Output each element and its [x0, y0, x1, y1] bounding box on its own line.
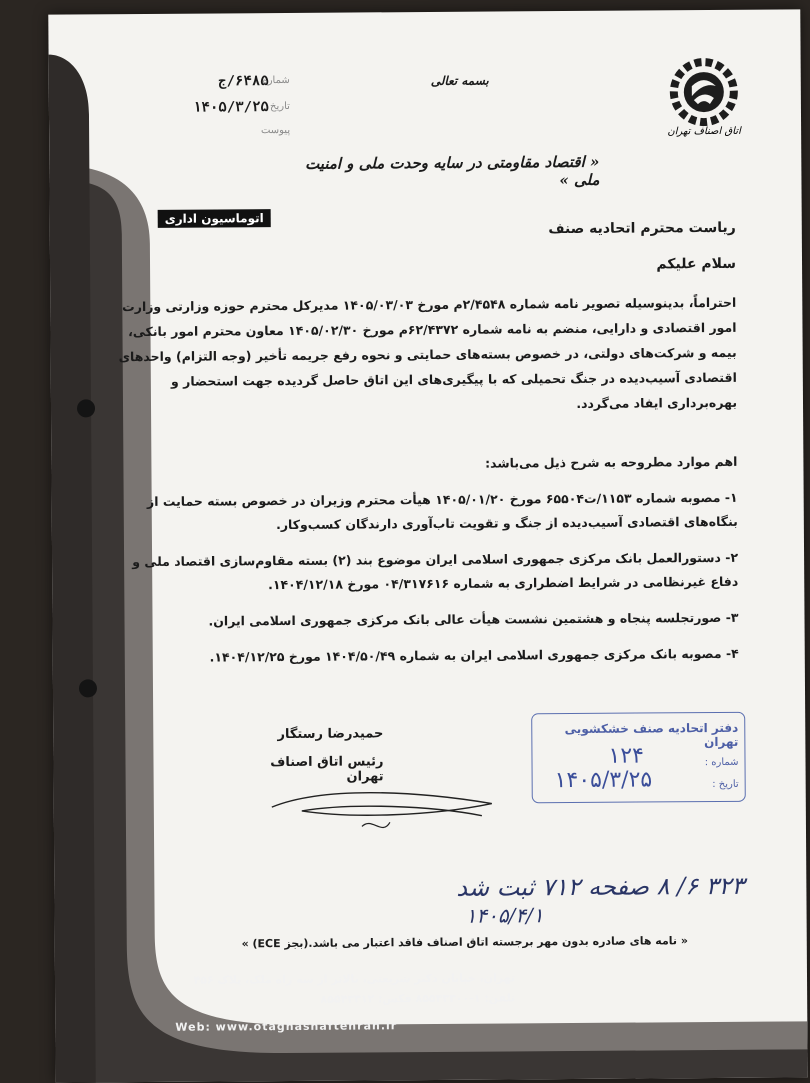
list-item: ۲- دستورالعمل بانک مرکزی جمهوری اسلامی ایران موضوع بند (۲) بسته مقاوم‌سازی اقتصاد ملی و دفاع غیرنظامی در شرایط اضطراری به شماره ۰۴/۳۱۷۶۱۶ مورخ ۱۴۰۴/۱۲/۱۸. — [132, 549, 739, 593]
items-intro: اهم موارد مطروحه به شرح ذیل می‌باشد: — [485, 453, 738, 471]
receipt-number-value: ۱۲۴ — [608, 743, 645, 769]
letter-sheet — [48, 9, 807, 1082]
org-logo — [664, 56, 745, 147]
routing-stamp: اتوماسیون اداری — [158, 209, 271, 228]
validity-notice: « نامه های صادره بدون مهر برجسته اتاق اصناف فاقد اعتبار می باشد.(بجز ECE) » — [241, 934, 689, 951]
list-item: ۴- مصوبه بانک مرکزی جمهوری اسلامی ایران به شماره ۱۴۰۴/۵۰/۴۹ مورخ ۱۴۰۴/۱۲/۲۵. — [209, 645, 739, 665]
slogan: « اقتصاد مقاومتی در سایه وحدت ملی و امنیت ملی » — [304, 152, 600, 190]
items-list — [110, 486, 739, 682]
footer-address: تهران، خیابان دکتر شریعتی، بالاتر از سه راه ملک، پلاک ۴۵۶ — [193, 971, 516, 987]
handwritten-note: ۳۲۳ ۶/ ۸ صفحه ۷۱۲ ثبت شد — [456, 871, 745, 902]
binder-hole-top — [77, 399, 95, 417]
footer-phone-fax: تلفن: ۱-۸۵۵۴۳۳۰۰ فکس: ۸۵۵۴۳۳۱۲ — [320, 991, 516, 1006]
signer-name: حمیدرضا رستگار — [277, 726, 384, 743]
besmeh: بسمه تعالی — [430, 73, 489, 88]
date-label: تاریخ — [269, 100, 290, 113]
binder-hole-bottom — [79, 679, 97, 697]
ref-number: ۶۴۸۵/ج — [218, 73, 269, 90]
receipt-number-label: شماره : — [704, 756, 739, 769]
footer-website: Web: www.otaghasnaftehran.ir — [175, 1019, 398, 1034]
receipt-date-label: تاریخ : — [712, 778, 739, 791]
addressee: ریاست محترم اتحادیه صنف — [548, 219, 736, 238]
handwritten-date: ۱۴۰۵/۴/۱ — [465, 903, 544, 928]
letter-body: احتراماً، بدینوسیله تصویر نامه شماره ۲/۴۵۴۸م مورخ ۱۴۰۵/۰۳/۰۳ مدیرکل محترم حوزه وزارتی وزارت امور اقتصادی و دارایی، منضم به نامه شماره ۶۲/۴۳۷۲م مورخ ۱۴۰۵/۰۲/۳۰ معاون محترم امور بانکی، بیمه و شرکت‌های دولتی، در خصوص بسته‌های حمایتی و نحوه رفع جریمه تأخیر (وجه التزام) واحدهای اقتصادی آسیب‌دیده در جنگ تحمیلی که با پیگیری‌های این اتاق حاصل گردیده جهت استحضار و بهره‌برداری ایفاد می‌گردد. — [118, 294, 738, 411]
list-item: ۳- صورتجلسه پنجاه و هشتمین نشست هیأت عالی بانک مرکزی جمهوری اسلامی ایران. — [208, 609, 739, 629]
org-name: اتاق اصناف تهران — [667, 125, 741, 138]
salutation: سلام علیکم — [656, 255, 737, 273]
receipt-date-value: ۱۴۰۵/۳/۲۵ — [554, 767, 653, 794]
signature — [262, 775, 502, 847]
ref-date: ۱۴۰۵/۳/۲۵ — [193, 99, 269, 116]
receipt-stamp — [531, 712, 746, 803]
signer-title: رئیس اتاق اصناف تهران — [270, 754, 384, 785]
receipt-stamp-title: دفتر اتحادیه صنف خشکشویی تهران — [564, 720, 739, 750]
number-label: شماره — [262, 74, 290, 87]
attach-label: پیوست — [260, 124, 291, 137]
list-item: ۱- مصوبه شماره ۱۱۵۳/ت۶۵۵۰۴ مورخ ۱۴۰۵/۰۱/۲۰ هیأت محترم وزیران در خصوص بسته حمایت از بنگاه‌های اقتصادی آسیب‌دیده از جنگ و تقویت تاب‌آوری دارندگان کسب‌وکار. — [146, 489, 738, 533]
